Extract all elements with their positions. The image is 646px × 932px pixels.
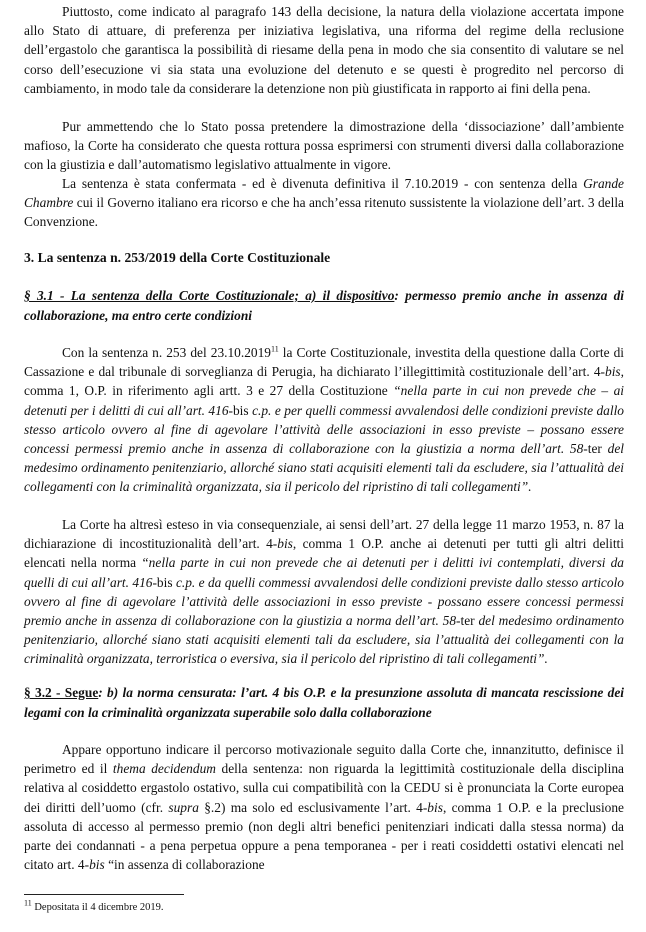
paragraph-3-text-a: La sentenza è stata confermata - ed è divenuta definitiva il 7.10.2019 - con sentenza della [62, 176, 584, 191]
paragraph-5-text-e: bis [156, 574, 173, 590]
footnote-number: 11 [24, 898, 32, 908]
subsection-heading-3-2 [24, 683, 624, 722]
supra-term: supra [168, 799, 199, 815]
paragraph-3 [24, 174, 624, 232]
paragraph-6-text-e: §.2) ma solo ed esclusivamente l’art. 4- [198, 799, 428, 815]
paragraph-1: Piuttosto, come indicato al paragrafo 143 della decisione, la natura della violazione accertata impone allo Stato di attuare, di preferenza per iniziativa legislativa, una riforma del regime della reclusione dell’ergastolo che garantisca la possibilità di riesame della pena in modo che sia consentito di valutare se nel corso dell’esecuzione vi sia stata una evoluzione del detenuto e se questi è progredito nel percorso di cambiamento, in modo tale da considerare la detenzione non più giustificata in rapporto ai fini della pena. [24, 4, 624, 96]
paragraph-4-text-b: la Corte Costituzionale, investita della questione dalla Corte di Cassazione e dal tribunale di sorveglianza di Perugia, ha dichiarato l’illegittimità costituzionale dell’art. 4- [24, 345, 624, 380]
paragraph-5-text-a: La Corte ha altresì esteso in via consequenziale, ai sensi dell’art. 27 della legge 11 marzo 1953, n. 87 la dichiarazione di incostituzionalità dell’art. 4- [24, 517, 624, 552]
section-heading-3: 3. La sentenza n. 253/2019 della Corte Costituzionale [24, 250, 331, 265]
footnote-11 [24, 898, 164, 913]
paragraph-4-text-h: ter [587, 441, 602, 457]
paragraph-4-text-d: , comma 1, O.P. in riferimento agli artt. 3 e 27 della Costituzione [24, 364, 624, 399]
paragraph-6-text-a: Appare opportuno indicare il percorso motivazionale seguito dalla Corte che, innanzitutto, definisce il perimetro ed il [24, 742, 624, 777]
footnote-text: Depositata il 4 dicembre 2019. [31, 902, 164, 913]
paragraph-4-text-c: bis [605, 364, 621, 380]
paragraph-3-text-c: cui il Governo italiano era ricorso e che ha anch’essa ritenuto sussistente la violazione dell’art. 3 della Convenzione. [24, 195, 624, 230]
paragraph-4-text-a: Con la sentenza n. 253 del 23.10.2019 [62, 345, 272, 360]
subsection-3-1-rest: : permesso premio anche in assenza di collaborazione, ma entro certe condizioni [24, 288, 624, 323]
footnote-ref-11: 11 [271, 344, 279, 354]
paragraph-4-quote-c: del medesimo ordinamento penitenziario, allorché siano stati acquisiti elementi tali da escludere, sia l’attualità dei collegamenti con la criminalità organizzata, sia il pericolo del ripristino di tali collegamenti”. [24, 441, 624, 495]
thema-decidendum-term: thema decidendum [112, 761, 216, 777]
paragraph-6-text-h: bis [89, 857, 105, 873]
paragraph-4-quote-a: “nella parte in cui non prevede che – ai detenuti per i delitti di cui all’art. 416- [24, 383, 625, 418]
subsection-3-1-prefix: § 3.1 - La sentenza della Corte Costituzionale; a) il dispositivo [24, 288, 395, 303]
paragraph-5-text-g: ter [460, 613, 475, 629]
paragraph-5-text-b: bis [277, 536, 293, 552]
paragraph-6-text-c: della sentenza: non riguarda la legittimità costituzionale della disciplina relativa al cosiddetto ergastolo ostativo, sulla cui compatibilità con la CEDU si è pronunciata la Corte europea dei diritti dell’uomo (cfr. [24, 761, 624, 815]
paragraph-6-text-g: , comma 1 O.P. e la preclusione assoluta di accesso al permesso premio (non degli altri benefici penitenziari indicati dalla stessa norma) da parte dei condannati - a pena perpetua oppure a pena temporanea - per i reati cosiddetti ostativi elencati nel citato art. 4- [24, 799, 624, 873]
paragraph-5-quote-c: del medesimo ordinamento penitenziario, allorché siano stati acquisiti elementi tali da escludere, sia l’attualità dei collegamenti con la criminalità organizzata, terroristica o eversiva, sia il pericolo del ripristino di tali collegamenti”. [24, 613, 624, 667]
paragraph-4-quote-b: c.p. e per quelli commessi avvalendosi delle condizioni previste dallo stesso articolo ovvero al fine di agevolare l’attività delle associazioni in esso previste – possano essere concessi permessi premio anche in assenza di collaborazione con la giustizia a norma dell’art. 58- [24, 402, 624, 457]
paragraph-6 [24, 740, 624, 874]
paragraph-4-text-f: bis [232, 402, 249, 418]
paragraph-5-quote-b: c.p. e da quelli commessi avvalendosi delle condizioni previste dallo stesso articolo ovvero al fine di agevolare l’attività delle associazioni in esso previste - possano essere concessi permessi premio anche in assenza di collaborazione con la giustizia a norma dell’art. 58- [24, 574, 624, 629]
paragraph-5 [24, 515, 624, 669]
paragraph-2: Pur ammettendo che lo Stato possa pretendere la dimostrazione della ‘dissociazione’ dall’ambiente mafioso, la Corte ha considerato che questa rottura possa esprimersi con strumenti diversi dalla collaborazione con la giustizia e dall’automatismo legislativo attualmente in vigore. [24, 119, 624, 173]
footnote-separator [24, 894, 184, 895]
paragraph-4 [24, 343, 624, 497]
subsection-heading-3-1 [24, 286, 624, 325]
paragraph-6-text-f: bis [427, 799, 443, 815]
subsection-3-2-rest: : b) la norma censurata: l’art. 4 bis O.P. e la presunzione assoluta di mancata rescissione dei legami con la criminalità organizzata superabile solo dalla collaborazione [24, 685, 625, 720]
grande-chambre-term: Grande Chambre [24, 176, 624, 211]
paragraph-5-quote-a: “nella parte in cui non prevede che ai detenuti per i delitti ivi contemplati, diversi da quelli di cui all’art. 416- [24, 555, 625, 590]
subsection-3-2-prefix: § 3.2 - Segue [24, 685, 99, 700]
paragraph-6-text-i: “in assenza di collaborazione [104, 857, 265, 873]
paragraph-5-text-c: , comma 1 O.P. anche ai detenuti per tutti gli altri delitti elencati nella norma [24, 536, 624, 571]
